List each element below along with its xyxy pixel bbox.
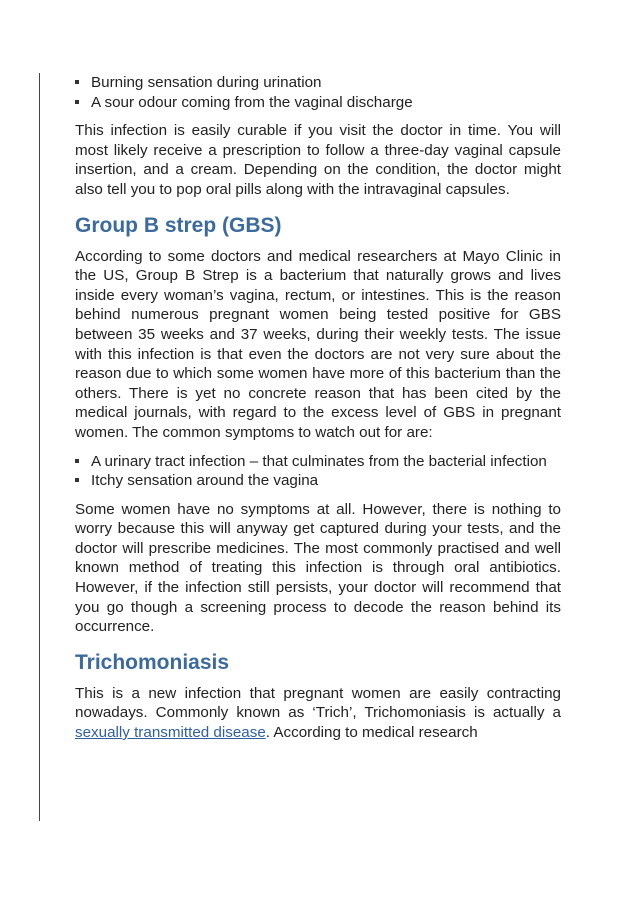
document-body: [75, 73, 561, 743]
paragraph-curable: This infection is easily curable if you visit the doctor in time. You will most likely receive a prescription to follow a three-day vaginal capsule insertion, and a cream. Depending on the condition, the doctor might also tell you to pop oral pills along with the intravaginal capsules.: [75, 122, 561, 198]
paragraph-gbs-intro: According to some doctors and medical researchers at Mayo Clinic in the US, Group B Strep is a bacterium that naturally grows and lives inside every woman’s vagina, rectum, or intestines. This is the reason behind numerous pregnant women being tested positive for GBS between 35 weeks and 37 weeks, during their weekly tests. The issue with this infection is that even the doctors are not very sure about the reason due to which some women have more of this bacterium than the others. There is yet no concrete reason that has been cited by the medical journals, with regard to the excess level of GBS in pregnant women. The common symptoms to watch out for are:: [75, 247, 561, 441]
heading-gbs: Group B strep (GBS): [75, 213, 282, 237]
list-item-text: A sour odour coming from the vaginal discharge: [91, 93, 413, 111]
list-item-text: A urinary tract infection – that culminates from the bacterial infection: [91, 452, 547, 470]
sexually-transmitted-disease-link[interactable]: sexually transmitted disease: [75, 724, 266, 742]
list-item: [75, 93, 561, 113]
list-item-text: Burning sensation during urination: [91, 74, 322, 91]
list-item: [75, 471, 561, 491]
list-item-text: Itchy sensation around the vagina: [91, 472, 319, 490]
square-bullet-icon: [75, 478, 79, 482]
left-margin-rule: [39, 73, 40, 821]
list-item: [75, 452, 561, 472]
square-bullet-icon: [75, 459, 79, 463]
symptom-list-top: [75, 73, 561, 112]
trich-text-start: This is a new infection that pregnant women are easily contracting nowadays. Commonly known as ‘Trich’, Trichomoniasis is actually a: [75, 684, 561, 722]
trich-text-end: . According to medical research: [265, 724, 478, 742]
square-bullet-icon: [75, 80, 79, 84]
list-item: [75, 73, 561, 93]
paragraph-gbs-treatment: Some women have no symptoms at all. However, there is nothing to worry because this will anyway get captured during your tests, and the doctor will prescribe medicines. The most commonly practised and well known method of treating this infection is through oral antibiotics. However, if the infection still persists, your doctor will recommend that you go though a screening process to decode the reason behind its occurrence.: [75, 500, 561, 636]
symptom-list-gbs: [75, 452, 561, 491]
heading-trichomoniasis: Trichomoniasis: [75, 650, 230, 674]
square-bullet-icon: [75, 100, 79, 104]
paragraph-trichomoniasis: [75, 684, 561, 743]
